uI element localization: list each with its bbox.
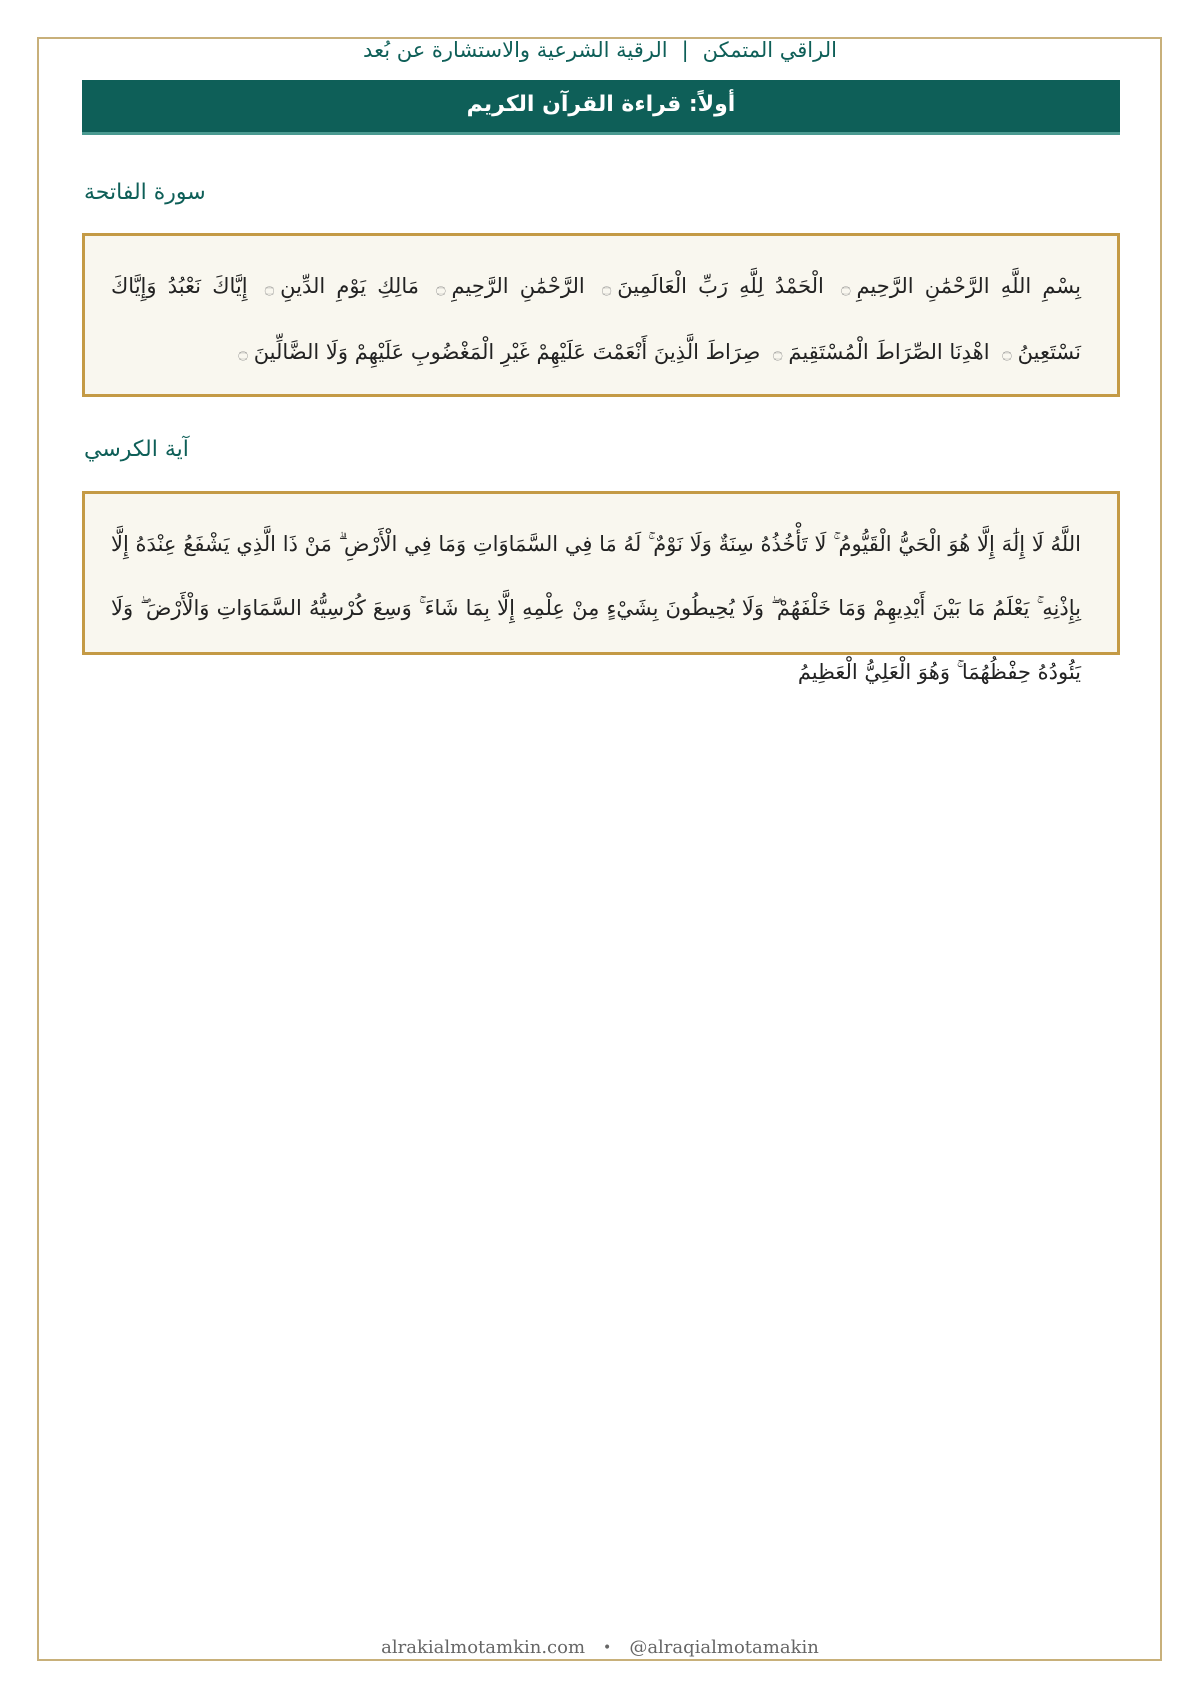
site-name: الراقي المتمكن [702, 38, 837, 62]
ayah-end-marker-icon: ۝ [601, 277, 612, 297]
kursi-box [82, 491, 1120, 684]
fatiha-box [82, 233, 1120, 397]
fatiha-ayah-4: مَالِكِ يَوْمِ الدِّينِ [280, 274, 419, 298]
fatiha-ayah-3: الرَّحْمَٰنِ الرَّحِيمِ [451, 274, 585, 298]
fatiha-ayah-7: صِرَاطَ الَّذِينَ أَنْعَمْتَ عَلَيْهِمْ غَيْرِ الْمَغْضُوبِ عَلَيْهِمْ وَلَا الضَّالِّينَ [253, 339, 761, 364]
ayah-end-marker-icon: ۝ [238, 343, 248, 362]
fatiha-ayah-6: اهْدِنَا الصِّرَاطَ الْمُسْتَقِيمَ [788, 339, 990, 364]
ayah-end-marker-icon: ۝ [1002, 343, 1012, 362]
fatiha-heading: سورة الفاتحة [84, 180, 206, 205]
ayah-end-marker-icon: ۝ [772, 343, 783, 362]
fatiha-ayah-1: بِسْمِ اللَّهِ الرَّحْمَٰنِ الرَّحِيمِ [856, 274, 1081, 298]
header-separator: | [681, 38, 689, 62]
section-banner [82, 80, 1120, 135]
site-tagline: الرقية الشرعية والاستشارة عن بُعد [363, 38, 668, 62]
fatiha-ayah-5: إِيَّاكَ نَعْبُدُ وَإِيَّاكَ نَسْتَعِينُ [111, 274, 1081, 364]
ayah-end-marker-icon: ۝ [436, 277, 446, 297]
footer [0, 1637, 1200, 1658]
section-title: أولاً: قراءة القرآن الكريم [466, 92, 736, 117]
footer-website: alrakialmotamkin.com [381, 1637, 586, 1658]
kursi-verse-text: اللَّهُ لَا إِلَٰهَ إِلَّا هُوَ الْحَيُّ الْقَيُّومُ ۚ لَا تَأْخُذُهُ سِنَةٌ وَلَا نَوْمٌ ۚ لَهُ مَا فِي السَّمَاوَاتِ وَمَا فِي الْأَرْضِ ۗ مَنْ ذَا الَّذِي يَشْفَعُ عِنْدَهُ إِلَّا بِإِذْنِهِ ۚ يَعْلَمُ مَا بَيْنَ أَيْدِيهِمْ وَمَا خَلْفَهُمْ ۖ وَلَا يُحِيطُونَ بِشَيْءٍ مِنْ عِلْمِهِ إِلَّا بِمَا شَاءَ ۚ وَسِعَ كُرْسِيُّهُ السَّمَاوَاتِ وَالْأَرْضَ ۖ وَلَا يَئُودُهُ حِفْظُهُمَا ۚ وَهُوَ الْعَلِيُّ الْعَظِيمُ [111, 532, 1081, 684]
fatiha-ayah-2: الْحَمْدُ لِلَّهِ رَبِّ الْعَالَمِينَ [617, 274, 824, 298]
ayah-end-marker-icon: ۝ [841, 277, 851, 297]
footer-bullet: • [603, 1640, 612, 1656]
running-header [0, 38, 1200, 62]
ayah-end-marker-icon: ۝ [264, 277, 275, 297]
footer-handle: @alraqialmotamakin [629, 1637, 819, 1658]
kursi-heading: آية الكرسي [84, 437, 189, 462]
